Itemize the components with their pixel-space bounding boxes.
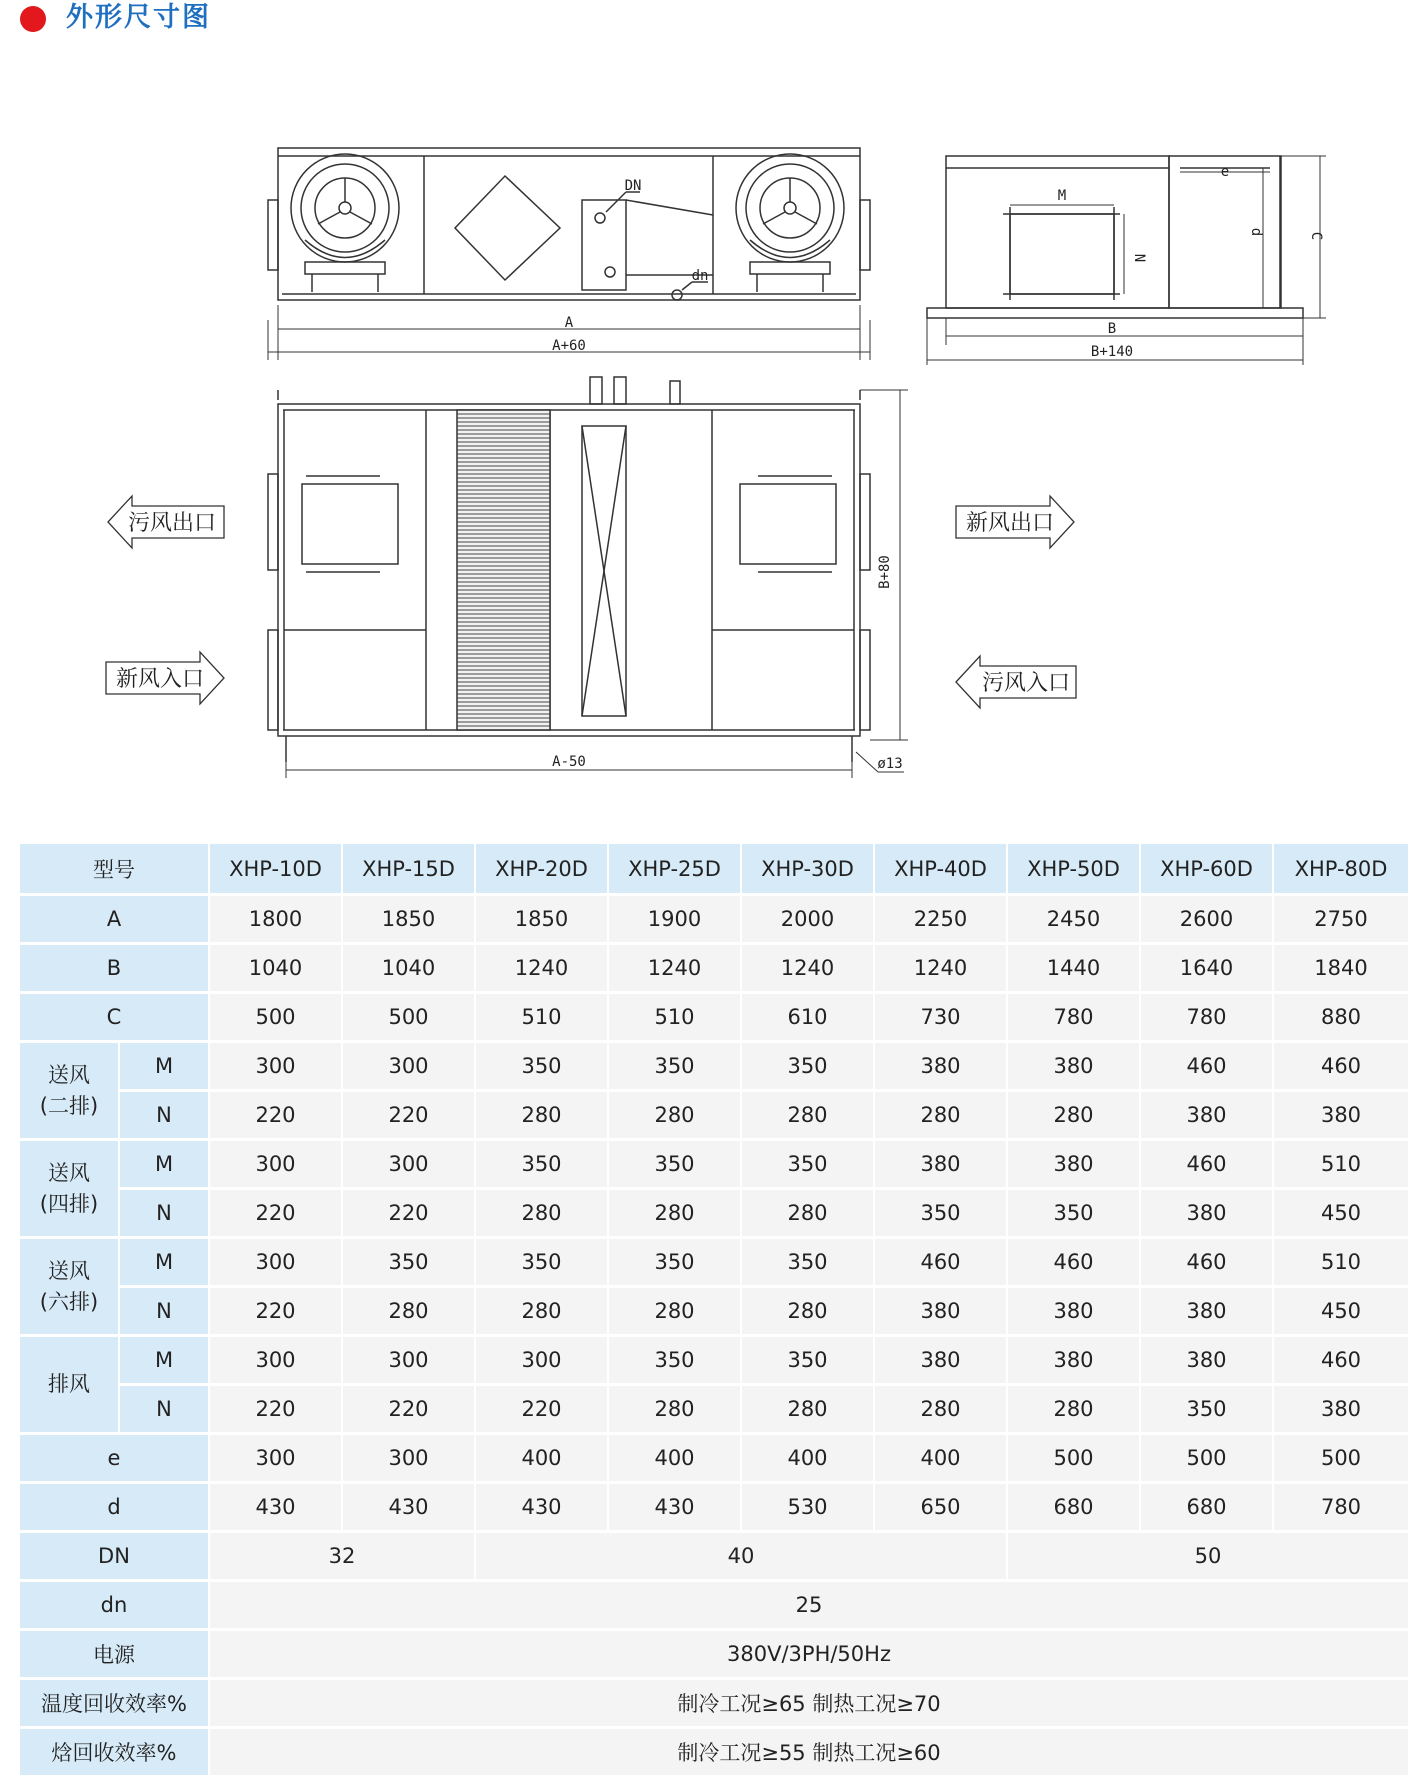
model-header-cell: XHP-60D [1141,844,1274,893]
value-cell: 1440 [1008,945,1141,991]
dn-label: DN [624,178,642,194]
value-cell: 430 [476,1484,609,1530]
value-cell: 460 [1274,1043,1410,1089]
table-row [20,896,1410,942]
row-label: A [20,896,210,942]
value-cell: 450 [1274,1288,1410,1334]
value-cell: 280 [1008,1386,1141,1432]
sub-label: N [120,1092,210,1138]
value-cell: 300 [343,1141,476,1187]
value-cell: 280 [609,1092,742,1138]
value-cell: 680 [1008,1484,1141,1530]
value-cell: 510 [1274,1141,1410,1187]
value-cell: 40 [476,1533,1008,1579]
value-cell: 510 [609,994,742,1040]
value-cell: 300 [343,1435,476,1481]
value-cell: 400 [609,1435,742,1481]
value-cell: 380 [1141,1092,1274,1138]
row-label: e [20,1435,210,1481]
fan-right [736,154,844,292]
value-cell: 280 [609,1190,742,1236]
value-cell: 350 [742,1043,875,1089]
sub-label: N [120,1386,210,1432]
sub-label: M [120,1337,210,1383]
value-cell: 500 [210,994,343,1040]
value-cell: 400 [742,1435,875,1481]
value-cell: 380 [1008,1288,1141,1334]
value-cell: 430 [343,1484,476,1530]
model-header-cell: XHP-80D [1274,844,1410,893]
value-cell: 1040 [343,945,476,991]
value-cell: 350 [476,1141,609,1187]
value-cell: 380 [875,1288,1008,1334]
dim-c-label: C [1308,231,1324,241]
table-row [20,1288,1410,1334]
value-cell: 380 [1141,1337,1274,1383]
value-cell: 220 [343,1092,476,1138]
row-label: d [20,1484,210,1530]
value-cell: 220 [210,1190,343,1236]
value-cell: 1240 [875,945,1008,991]
group-label-line: 送风 [48,1161,90,1186]
enth-eff-row-label: 焓回收效率% [20,1729,210,1775]
dim-b80-label: B+80 [877,555,893,589]
value-cell: 350 [742,1141,875,1187]
value-cell: 1800 [210,896,343,942]
value-cell: 610 [742,994,875,1040]
value-cell: 2000 [742,896,875,942]
dn-row-label: dn [20,1582,210,1628]
value-cell: 500 [1008,1435,1141,1481]
table-row [20,1337,1410,1383]
value-cell: 280 [875,1092,1008,1138]
value-cell: 350 [742,1337,875,1383]
value-cell: 1240 [609,945,742,991]
plan-view [268,377,870,762]
value-cell: 380 [1274,1386,1410,1432]
table-row [20,1533,1410,1579]
value-cell: 350 [1141,1386,1274,1432]
temp-eff-row-value: 制冷工况≥65 制热工况≥70 [210,1680,1410,1726]
value-cell: 220 [343,1386,476,1432]
value-cell: 380 [1008,1337,1141,1383]
model-header-cell: XHP-20D [476,844,609,893]
plan-dimensions [286,390,908,778]
value-cell: 380 [1274,1092,1410,1138]
value-cell: 350 [609,1141,742,1187]
dim-n-label: N [1131,253,1147,263]
value-cell: 460 [1141,1141,1274,1187]
value-cell: 280 [742,1288,875,1334]
value-cell: 1640 [1141,945,1274,991]
value-cell: 220 [210,1092,343,1138]
dim-b-label: B [1107,321,1117,337]
value-cell: 500 [1141,1435,1274,1481]
value-cell: 50 [1008,1533,1410,1579]
group-label [20,1337,120,1432]
value-cell: 380 [1141,1190,1274,1236]
value-cell: 780 [1274,1484,1410,1530]
value-cell: 380 [875,1141,1008,1187]
value-cell: 500 [1274,1435,1410,1481]
value-cell: 350 [476,1239,609,1285]
row-label: B [20,945,210,991]
value-cell: 400 [476,1435,609,1481]
table-row [20,1631,1410,1677]
value-cell: 380 [1008,1043,1141,1089]
value-cell: 1850 [343,896,476,942]
value-cell: 460 [1008,1239,1141,1285]
value-cell: 280 [476,1288,609,1334]
value-cell: 500 [343,994,476,1040]
value-cell: 460 [875,1239,1008,1285]
table-row [20,1043,1410,1089]
dim-phi13-label: ø13 [877,756,903,772]
value-cell: 450 [1274,1190,1410,1236]
value-cell: 460 [1141,1043,1274,1089]
table-row [20,1729,1410,1775]
model-header-cell: XHP-10D [210,844,343,893]
sub-label: M [120,1141,210,1187]
value-cell: 300 [210,1435,343,1481]
value-cell: 1900 [609,896,742,942]
table-row [20,1239,1410,1285]
dn-small-label: dn [691,268,709,284]
table-row [20,1680,1410,1726]
value-cell: 880 [1274,994,1410,1040]
fresh-air-in-label: 新风入口 [115,667,205,692]
value-cell: 530 [742,1484,875,1530]
table-row [20,1190,1410,1236]
group-label-line: 送风 [48,1063,90,1088]
value-cell: 730 [875,994,1008,1040]
value-cell: 220 [476,1386,609,1432]
value-cell: 350 [609,1239,742,1285]
front-elevation [268,148,870,300]
value-cell: 380 [875,1337,1008,1383]
sub-label: M [120,1239,210,1285]
value-cell: 2750 [1274,896,1410,942]
value-cell: 2250 [875,896,1008,942]
value-cell: 460 [1141,1239,1274,1285]
value-cell: 350 [875,1190,1008,1236]
value-cell: 300 [210,1141,343,1187]
value-cell: 300 [210,1239,343,1285]
group-label-line: 送风 [48,1259,90,1284]
sub-label: M [120,1043,210,1089]
side-dimensions [927,156,1326,365]
dim-a50-label: A-50 [552,754,586,770]
value-cell: 280 [476,1190,609,1236]
value-cell: 430 [210,1484,343,1530]
value-cell: 220 [343,1190,476,1236]
value-cell: 280 [476,1092,609,1138]
table-row [20,1141,1410,1187]
fresh-air-out-label: 新风出口 [965,511,1055,536]
group-label-line: 排风 [48,1372,90,1397]
dim-a-label: A [564,315,574,331]
value-cell: 280 [875,1386,1008,1432]
value-cell: 280 [609,1288,742,1334]
value-cell: 2600 [1141,896,1274,942]
dn-row-value: 25 [210,1582,1410,1628]
table-row [20,1092,1410,1138]
value-cell: 350 [609,1337,742,1383]
group-label [20,1141,120,1236]
value-cell: 300 [210,1337,343,1383]
dim-b140-label: B+140 [1090,344,1134,360]
value-cell: 680 [1141,1484,1274,1530]
value-cell: 350 [609,1043,742,1089]
table-row [20,945,1410,991]
table-row [20,1386,1410,1432]
value-cell: 280 [1008,1092,1141,1138]
value-cell: 350 [742,1239,875,1285]
value-cell: 280 [742,1386,875,1432]
value-cell: 2450 [1008,896,1141,942]
value-cell: 460 [1274,1337,1410,1383]
dim-e-label: e [1220,164,1230,180]
table-row [20,844,1410,893]
power-row-value: 380V/3PH/50Hz [210,1631,1410,1677]
value-cell: 300 [210,1043,343,1089]
value-cell: 400 [875,1435,1008,1481]
value-cell: 650 [875,1484,1008,1530]
temp-eff-row-label: 温度回收效率% [20,1680,210,1726]
value-cell: 780 [1008,994,1141,1040]
value-cell: 280 [609,1386,742,1432]
model-header-cell: XHP-40D [875,844,1008,893]
value-cell: 1240 [742,945,875,991]
power-row-label: 电源 [20,1631,210,1677]
row-label: C [20,994,210,1040]
value-cell: 1850 [476,896,609,942]
spec-table [20,841,1410,1778]
value-cell: 380 [875,1043,1008,1089]
table-row [20,994,1410,1040]
value-cell: 1040 [210,945,343,991]
value-cell: 350 [476,1043,609,1089]
sub-label: N [120,1288,210,1334]
dirty-air-out-label: 污风出口 [127,511,217,536]
value-cell: 1240 [476,945,609,991]
fan-left [291,154,399,292]
value-cell: 280 [742,1092,875,1138]
value-cell: 1840 [1274,945,1410,991]
sub-label: N [120,1190,210,1236]
value-cell: 300 [476,1337,609,1383]
value-cell: 300 [343,1337,476,1383]
group-label [20,1043,120,1138]
dim-d-label: d [1248,227,1264,237]
value-cell: 430 [609,1484,742,1530]
dimension-drawing [0,0,1427,800]
dirty-air-in-label: 污风入口 [981,671,1071,696]
table-row [20,1435,1410,1481]
value-cell: 220 [210,1386,343,1432]
value-cell: 780 [1141,994,1274,1040]
group-label [20,1239,120,1334]
row-label: DN [20,1533,210,1579]
table-row [20,1582,1410,1628]
value-cell: 350 [343,1239,476,1285]
page-title: 外形尺寸图 [66,2,211,33]
header-model-label: 型号 [20,844,210,893]
value-cell: 380 [1008,1141,1141,1187]
model-header-cell: XHP-15D [343,844,476,893]
side-elevation [927,156,1303,318]
model-header-cell: XHP-30D [742,844,875,893]
model-header-cell: XHP-50D [1008,844,1141,893]
group-label-line: (六排) [39,1289,99,1314]
dim-m-label: M [1057,188,1067,204]
group-label-line: (二排) [39,1093,99,1118]
table-row [20,1484,1410,1530]
value-cell: 510 [476,994,609,1040]
value-cell: 280 [343,1288,476,1334]
group-label-line: (四排) [39,1191,99,1216]
model-header-cell: XHP-25D [609,844,742,893]
value-cell: 32 [210,1533,476,1579]
value-cell: 300 [343,1043,476,1089]
value-cell: 280 [742,1190,875,1236]
value-cell: 510 [1274,1239,1410,1285]
value-cell: 220 [210,1288,343,1334]
value-cell: 350 [1008,1190,1141,1236]
dim-a60-label: A+60 [552,338,586,354]
value-cell: 380 [1141,1288,1274,1334]
enth-eff-row-value: 制冷工况≥55 制热工况≥60 [210,1729,1410,1775]
